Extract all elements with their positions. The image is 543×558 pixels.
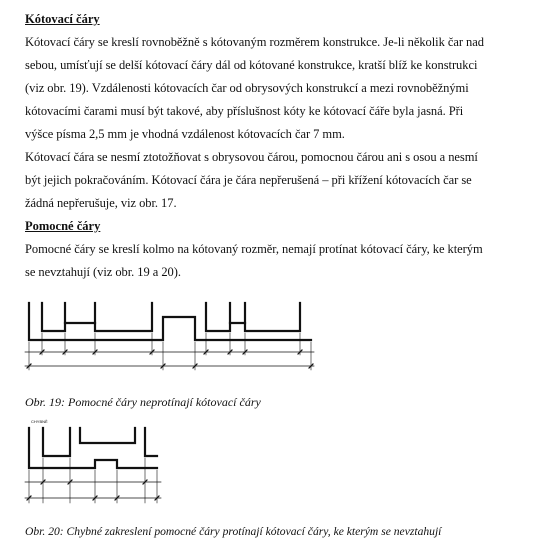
figure-19-caption: Obr. 19: Pomocné čáry neprotínají kótovací čáry [25, 395, 261, 409]
paragraph-line: výšce písma 2,5 mm je vhodná vzdálenost kótovacích čar 7 mm. [25, 127, 345, 141]
paragraph-line: být jejich pokračováním. Kótovací čára je čára nepřerušená – při křížení kótovacích čar se [25, 173, 472, 187]
paragraph-line: kótovacími čarami musí být takové, aby příslušnost kóty ke kótovací čáře byla jasná. Při [25, 104, 464, 118]
figure-20-caption: Obr. 20: Chybné zakreslení pomocné čáry protínají kótovací čáry, ke kterým se nevztahují [25, 525, 442, 538]
figure-19-drawing [25, 295, 315, 375]
figure-20-label: CHYBNĚ [31, 419, 48, 424]
section-heading-pomocne-cary: Pomocné čáry [25, 219, 101, 233]
paragraph-line: se nevztahují (viz obr. 19 a 20). [25, 265, 181, 279]
paragraph-line: sebou, umísťují se delší kótovací čáry dál od kótované konstrukce, kratší blíž ke konstrukci [25, 58, 478, 72]
figure-20-drawing [25, 418, 175, 510]
paragraph-line: Pomocné čáry se kreslí kolmo na kótovaný rozměr, nemají protínat kótovací čáry, ke kterým [25, 242, 483, 256]
section-heading-kotovaci-cary: Kótovací čáry [25, 12, 100, 26]
paragraph-line: Kótovací čáry se kreslí rovnoběžně s kótovaným rozměrem konstrukce. Je-li několik čar nad [25, 35, 484, 49]
paragraph-line: žádná nepřerušuje, viz obr. 17. [25, 196, 177, 210]
paragraph-line: (viz obr. 19). Vzdálenosti kótovacích čar od obrysových konstrukcí a mezi rovnoběžnými [25, 81, 469, 95]
paragraph-line: Kótovací čára se nesmí ztotožňovat s obrysovou čárou, pomocnou čárou ani s osou a nesmí [25, 150, 478, 164]
